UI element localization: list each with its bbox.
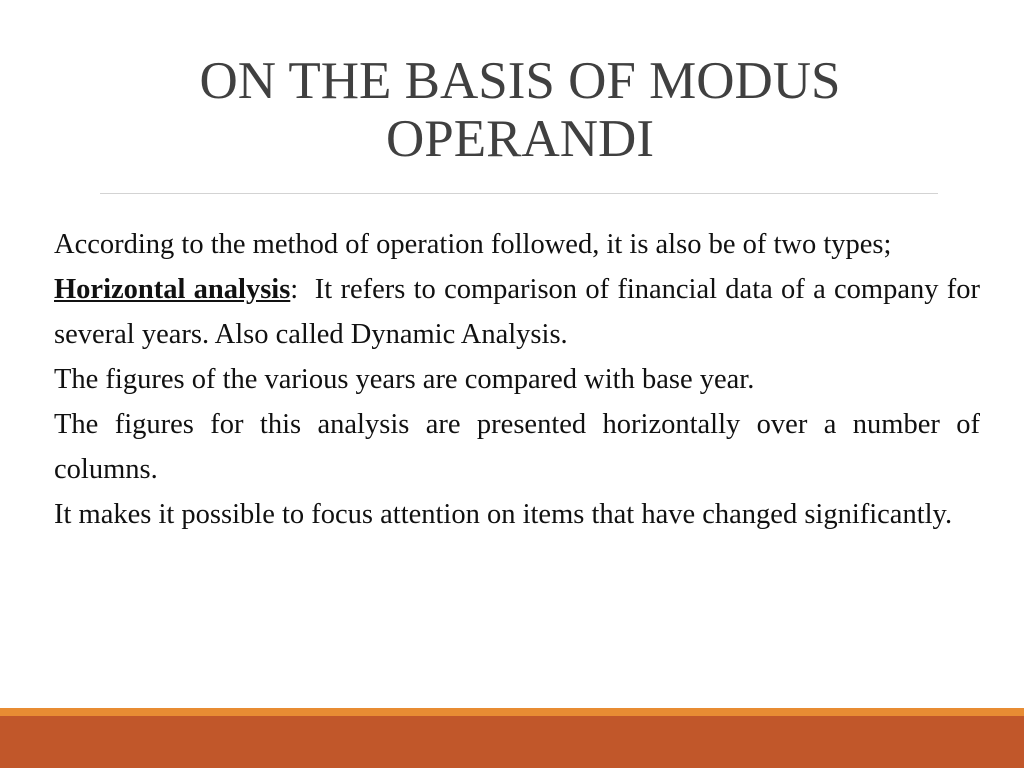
point-base-year: The figures of the various years are compared with base year. xyxy=(54,364,755,395)
point-attention: It makes it possible to focus attention on items that have changed significantly. xyxy=(54,499,953,530)
horizontal-analysis-term: Horizontal analysis xyxy=(54,274,291,305)
title-line-1: ON THE BASIS OF MODUS xyxy=(199,52,841,110)
point-columns: The figures for this analysis are presented horizontally over a number of columns. xyxy=(54,409,980,485)
slide-title xyxy=(120,52,920,168)
horizontal-analysis-paragraph xyxy=(54,267,988,357)
title-divider xyxy=(100,193,938,194)
horizontal-analysis-definition: It refers to comparison of financial data of a company for several years. Also called Dynamic Analysis. xyxy=(54,274,988,350)
term-separator: : xyxy=(290,274,299,305)
footer-accent-line xyxy=(0,708,1024,716)
intro-paragraph: According to the method of operation followed, it is also be of two types; xyxy=(54,229,892,260)
slide-body xyxy=(54,222,988,537)
footer-bar xyxy=(0,716,1024,768)
title-line-2: OPERANDI xyxy=(386,110,654,168)
